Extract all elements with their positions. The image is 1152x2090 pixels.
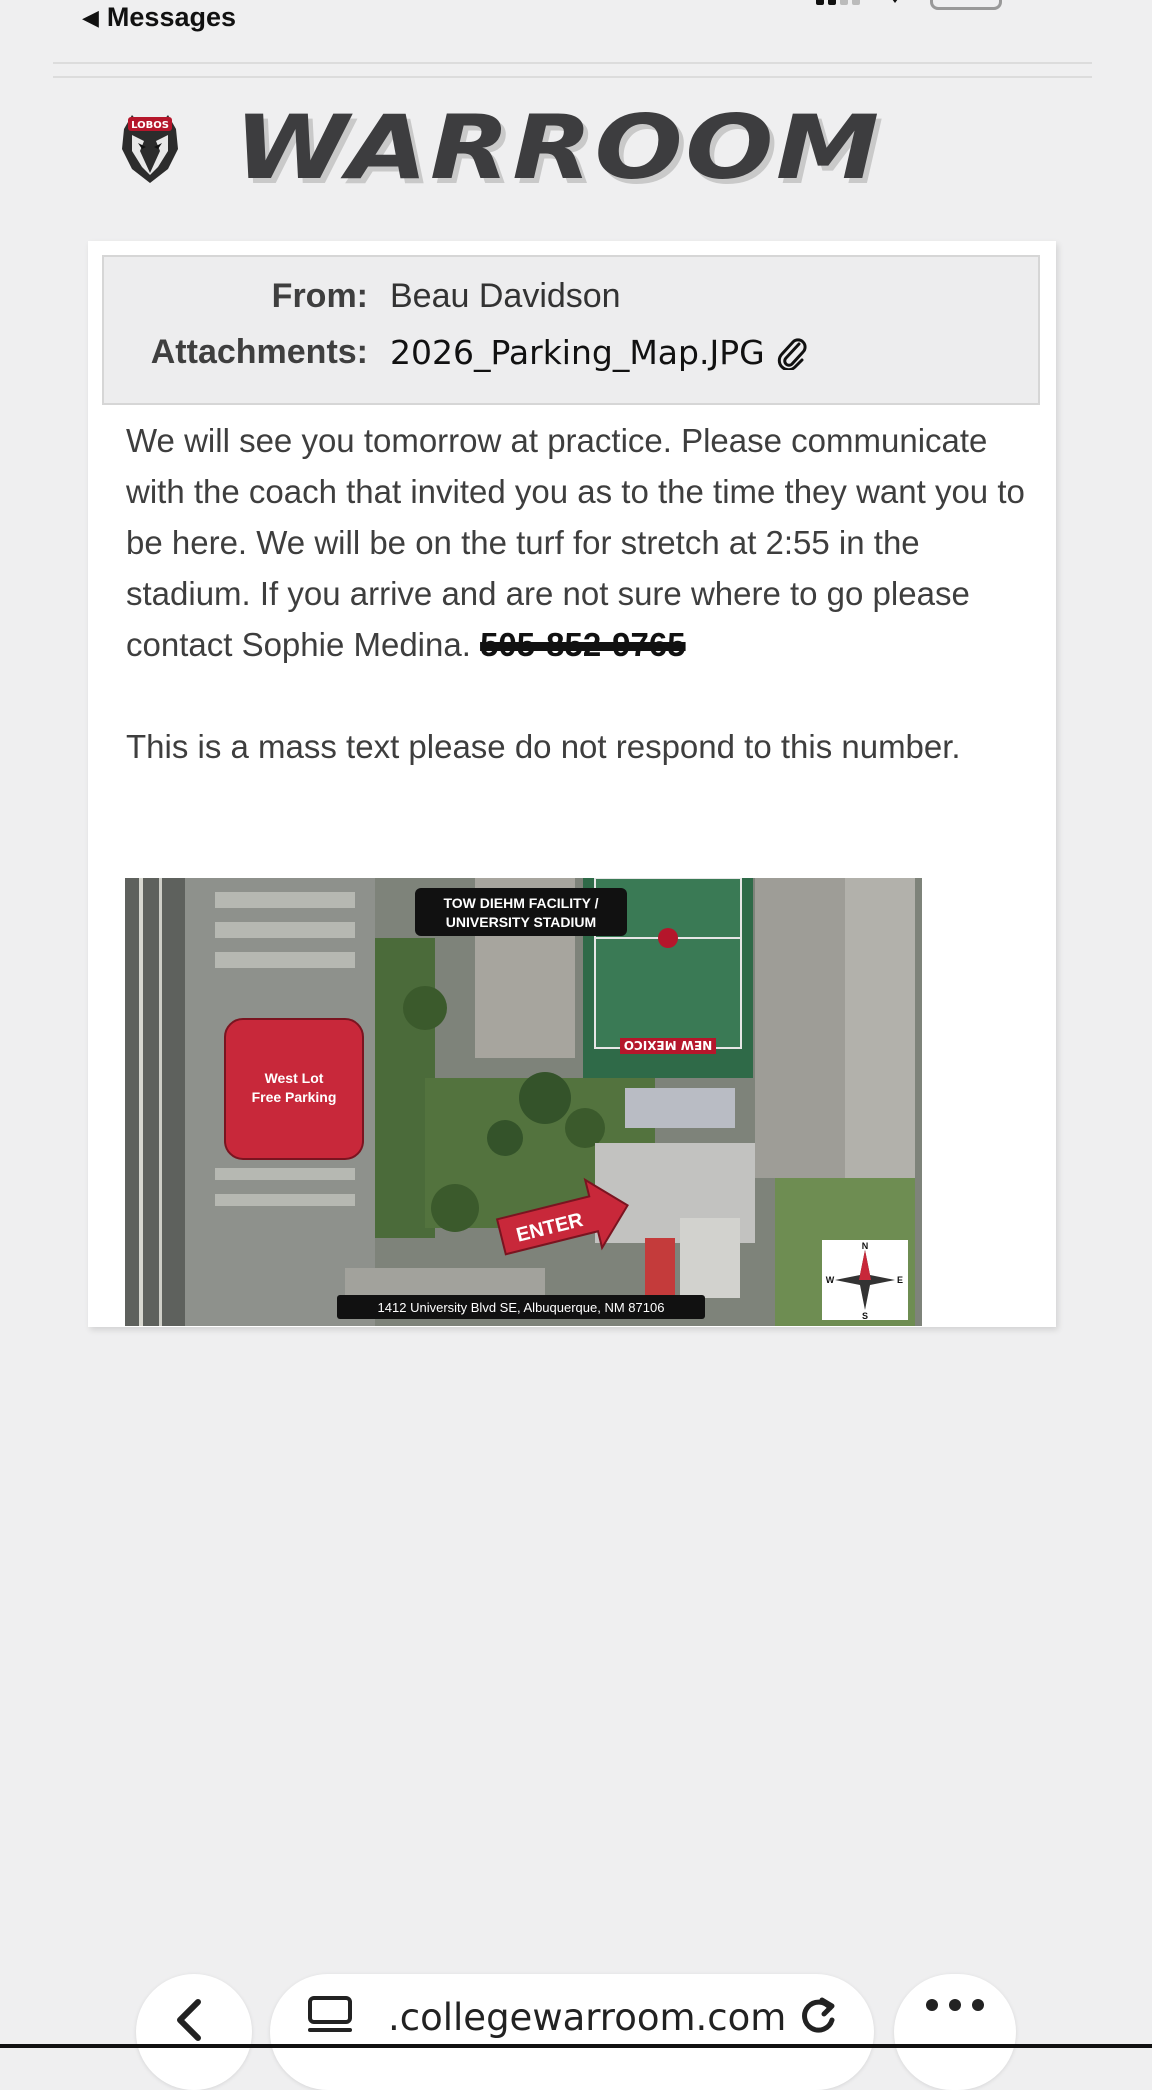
url-bar[interactable] [270, 1974, 874, 2090]
back-button[interactable] [136, 1974, 252, 2090]
lobo-wolf-logo [118, 111, 182, 185]
compass-s: S [861, 1311, 869, 1321]
screen-bottom-edge [0, 2044, 1152, 2048]
facility-label-line1: TOW DIEHM FACILITY / [443, 895, 599, 911]
logo-text: LOBOS [131, 120, 169, 131]
parking-map-illustration [125, 878, 922, 1326]
compass-w: W [825, 1275, 835, 1285]
message-body [126, 415, 1026, 772]
from-row [104, 277, 621, 316]
warroom-wordmark: WARROOM [234, 96, 882, 199]
message-text: We will see you tomorrow at practice. Please communicate with the coach that invited you as to the time they want you to be here. We will be on the turf for stretch at 2:55 in the stadium. If you arrive and are not sure where to go please contact Sophie Medina. [126, 422, 1025, 663]
more-button[interactable] [894, 1974, 1016, 2090]
back-to-messages-link[interactable] [82, 2, 236, 33]
signal-icon [816, 0, 860, 5]
status-icons [816, 0, 1002, 10]
url-text: .collegewarroom.com [388, 1996, 787, 2039]
address-label: 1412 University Blvd SE, Albuquerque, NM 87106 [377, 1300, 665, 1315]
compass-n: N [861, 1241, 869, 1251]
redacted-phone: 505-852-9765 [480, 626, 686, 663]
warroom-header [118, 96, 882, 199]
compass-e: E [896, 1275, 904, 1285]
attachment-link[interactable] [390, 333, 807, 372]
parking-map-image[interactable] [125, 878, 922, 1326]
more-dots-icon [925, 1998, 985, 2012]
reload-icon[interactable] [796, 1994, 840, 2038]
attachment-name: 2026_Parking_Map.JPG [390, 333, 765, 372]
facility-label-line2: UNIVERSITY STADIUM [445, 914, 597, 930]
divider [53, 62, 1092, 64]
divider [53, 76, 1092, 78]
enter-label: ENTER [514, 1208, 586, 1247]
wifi-icon [886, 0, 904, 5]
mass-text-notice: This is a mass text please do not respond to this number. [126, 728, 961, 765]
west-lot-line2: Free Parking [251, 1089, 337, 1105]
attachments-row [104, 333, 807, 372]
paperclip-icon [777, 336, 807, 370]
attachments-label: Attachments: [150, 333, 368, 371]
status-bar [0, 0, 1152, 40]
field-end-zone-label: NEW MEXICO [623, 1038, 713, 1052]
chevron-left-icon [170, 1996, 210, 2046]
west-lot-line1: West Lot [264, 1070, 324, 1086]
back-link-label: Messages [106, 2, 237, 32]
from-value: Beau Davidson [390, 277, 621, 315]
tabs-icon[interactable] [306, 1996, 354, 2036]
battery-icon [930, 0, 1002, 10]
email-meta-box [102, 255, 1040, 405]
from-label: From: [271, 277, 368, 315]
message-paragraph [126, 415, 1026, 670]
back-triangle-icon: ◀ [82, 4, 99, 30]
browser-toolbar [0, 1970, 1152, 2048]
email-card [88, 241, 1056, 1327]
